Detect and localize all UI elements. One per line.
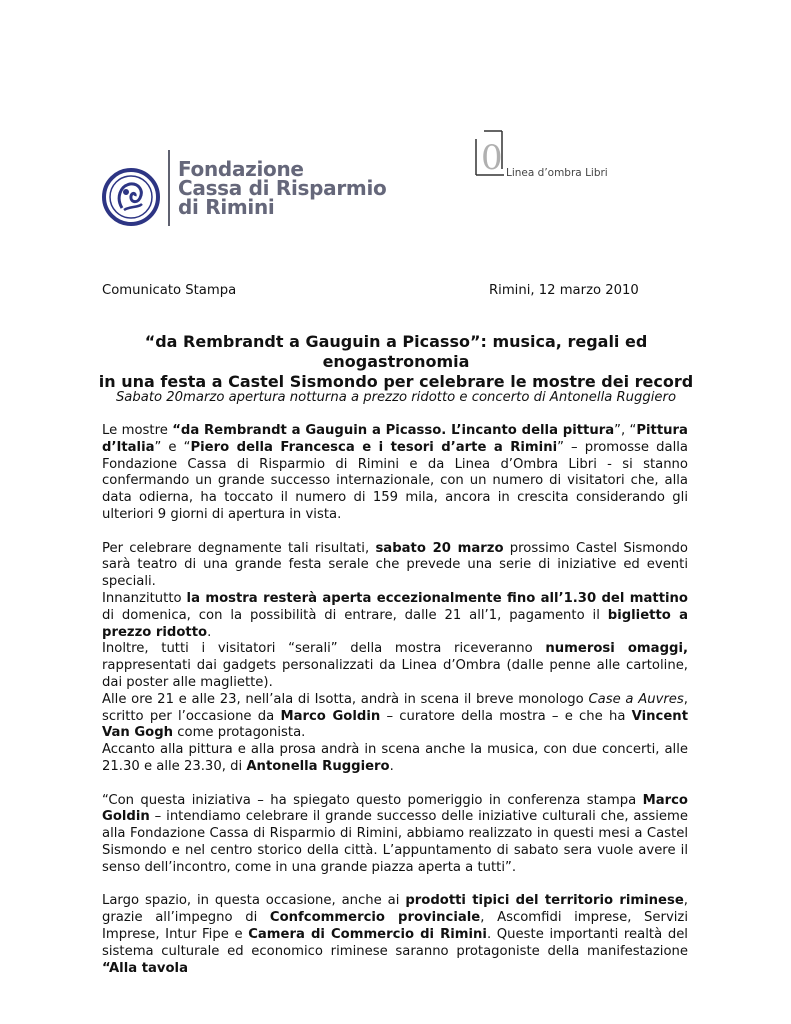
linea-ombra-logo	[474, 129, 614, 183]
paragraph-exhibitions: Le mostre “da Rembrandt a Gauguin a Picasso. L’incanto della pittura”, “Pittura d’Italia” e “Piero della Francesca e i tesori d’arte a Rimini” – promosse dalla Fondazione Cassa di Risparmio di Rimini e da Linea d’Ombra Libri - si stanno confermando un grande successo internazionale, con un numero di visitatori che, alla data odierna, ha toccato il numero di 159 mila, ancora in crescita considerando gli ulteriori 9 giorni di apertura in vista.	[102, 423, 688, 522]
fondazione-logo	[102, 146, 387, 230]
paragraph-quote: “Con questa iniziativa – ha spiegato questo pomeriggio in conferenza stampa Marco Goldin – intendiamo celebrare il grande successo delle iniziative culturali che, assieme alla Fondazione Cassa di Risparmio di Rimini, abbiamo realizzato in questi mesi a Castel Sismondo e nel centro storico della città. L’appuntamento di sabato sera vuole avere il senso dell’incontro, come in una grande piazza aperta a tutti”.	[102, 792, 688, 875]
paragraph-monologue: Alle ore 21 e alle 23, nell’ala di Isotta, andrà in scena il breve monologo Case a Auvres, scritto per l’occasione da Marco Goldin – curatore della mostra – e che ha Vincent Van Gogh come protagonista.	[102, 691, 688, 741]
fondazione-seal-icon	[102, 168, 160, 226]
title-line-2: in una festa a Castel Sismondo per celebrare le mostre dei record	[98, 372, 694, 391]
release-label: Comunicato Stampa	[102, 283, 237, 298]
paragraph-gifts: Inoltre, tutti i visitatori “serali” della mostra riceveranno numerosi omaggi, rappresentati dai gadgets personalizzati da Linea d’Ombra (dalle penne alle cartoline, dai poster alle magliette).	[102, 641, 688, 690]
linea-mark-digit: 0	[481, 138, 503, 178]
paragraph-concerts: Accanto alla pittura e alla prosa andrà in scena anche la musica, con due concerti, alle 21.30 e alle 23.30, di Antonella Ruggiero.	[102, 742, 688, 774]
linea-ombra-mark-icon	[474, 129, 506, 179]
press-subtitle: Sabato 20marzo apertura notturna a prezzo ridotto e concerto di Antonella Ruggiero	[115, 390, 677, 405]
press-title	[90, 332, 702, 392]
paragraph-local-products: Largo spazio, in questa occasione, anche ai prodotti tipici del territorio riminese, grazie all’impegno di Confcommercio provinciale, Ascomfidi imprese, Servizi Imprese, Intur Fipe e Camera di Commercio di Rimini. Queste importanti realtà del sistema culturale ed economico riminese saranno protagoniste della manifestazione “Alla tavola	[102, 893, 689, 976]
fondazione-wordmark: Fondazione Cassa di Risparmio di Rimini	[178, 157, 387, 219]
linea-ombra-wordmark: Linea d’ombra Libri	[506, 167, 608, 179]
title-line-1: “da Rembrandt a Gauguin a Picasso”: musica, regali ed enogastronomia	[144, 332, 648, 371]
paragraph-celebration: Per celebrare degnamente tali risultati, sabato 20 marzo prossimo Castel Sismondo sarà teatro di una grande festa serale che prevede una serie di iniziative ed eventi speciali.	[102, 540, 688, 590]
place-date: Rimini, 12 marzo 2010	[489, 283, 639, 298]
fondazione-divider	[168, 150, 170, 226]
paragraph-night-opening: Innanzitutto la mostra resterà aperta eccezionalmente fino all’1.30 del mattino di domenica, con la possibilità di entrare, dalle 21 all’1, pagamento il biglietto a prezzo ridotto.	[102, 590, 688, 640]
press-body	[102, 423, 688, 977]
